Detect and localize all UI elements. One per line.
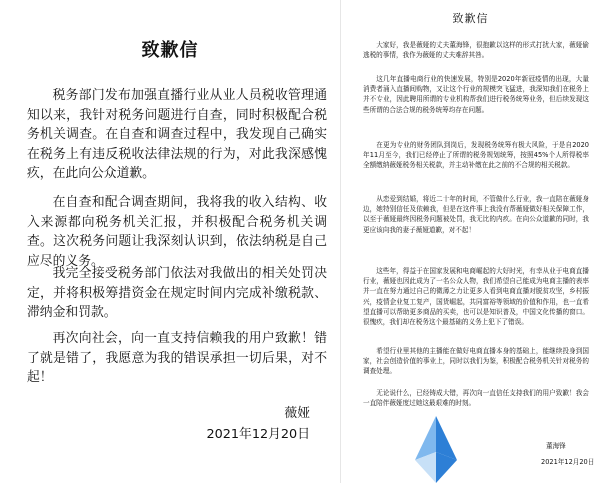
letter-right	[341, 0, 600, 483]
letter-paragraph: 大家好，我是薇娅的丈夫董海锋，很抱歉以这样的形式打扰大家，薇娅偷逃税的事情，我作为薇娅的丈夫难辞其咎。	[363, 41, 589, 60]
letter-paragraph: 再次向社会，向一直支持信赖我的用户致歉！错了就是错了，我愿意为我的错误承担一切后果，对不起！	[27, 331, 327, 386]
letter-paragraph: 希望行业里其他的主播能在做好电商直播本身的基础上，能继续投身到国家，社会创造价值的事业上，同时以我们为鉴，积极配合税务机关针对税务的调查处理。	[363, 347, 589, 376]
letter-date: 2021年12月20日	[541, 458, 595, 466]
letter-signature: 董海锋	[546, 442, 566, 450]
letter-title: 致歉信	[452, 12, 489, 25]
letter-date: 2021年12月20日	[206, 427, 310, 442]
letter-paragraph: 在更为专业的财务团队到岗后，发现税务统筹有极大风险，于是自2020年11月至今，我们已经停止了所谓的税务规划统筹，按照45%个人所得税率全额缴纳薇娅税务相关税款，并主动补缴在此之前的不合规的相关税款。	[363, 141, 589, 170]
letter-paragraph: 我完全接受税务部门依法对我做出的相关处罚决定，并将积极筹措资金在规定时间内完成补缴税款、滞纳金和罚款。	[27, 266, 327, 321]
letter-signature: 薇娅	[284, 406, 310, 421]
letter-paragraph: 税务部门发布加强直播行业从业人员税收管理通知以来，我针对税务问题进行自查，同时积极配合税务机关调查。在自查和调查过程中，我发现自己确实在税务上有违反税收法律法规的行为，对此我深感愧疚，在此向公众道歉。	[27, 88, 327, 182]
letter-paragraph: 在自查和配合调查期间，我将我的收入结构、收入来源都向税务机关汇报，并积极配合税务机关调查。这次税务问题让我深刻认识到，依法纳税是自己应尽的义务。	[27, 195, 327, 269]
geometric-logo-icon	[415, 416, 457, 483]
letter-paragraph: 从恋爱到结婚，将近二十年的时间，不管做什么行业，我一直陪在薇娅身边，她特别信任及依赖我，但是在这件事上我没有帮薇娅做好相关保障工作，以至于薇娅最终因税务问题被处罚，我无比的内疚。在向公众道歉的同时，我更应该向我的妻子薇娅道歉，对不起！	[363, 195, 589, 234]
letter-paragraph: 这几年直播电商行业的快速发展，特别是2020年新冠疫情的出现，大量消费者涌入直播间购物，又让这个行业的规模突飞猛进，我深知我们在税务上并不专业，因此聘用所谓的专业机构帮我们进行税务统筹业务，但后续发现这些所谓的合法合规的税务统筹均存在问题。	[363, 75, 589, 114]
letter-paragraph: 无论说什么，已经铸成大错，再次向一直信任支持我们的用户致歉！我会一直陪伴薇娅度过她这最艰难的时刻。	[363, 389, 589, 408]
letter-paragraph: 这些年，得益于在国家发展和电商崛起的大好时光，有幸从业于电商直播行业，薇娅也因此成为了一名公众人物，我们希望自己能成为电商主播的表率并一直在努力通过自己的微薄之力让更多人看到电商直播对脱贫攻坚，乡村振兴，疫情企业复工复产，国货崛起，共同富裕等领域的价值和作用，也一直希望直播可以帮助更多商品的买卖，也可以是知识普及，中国文化传播的窗口。很愧疚，我们却在税务这个最基础的义务上犯下了错误。	[363, 267, 589, 327]
letter-title: 致歉信	[141, 40, 199, 61]
